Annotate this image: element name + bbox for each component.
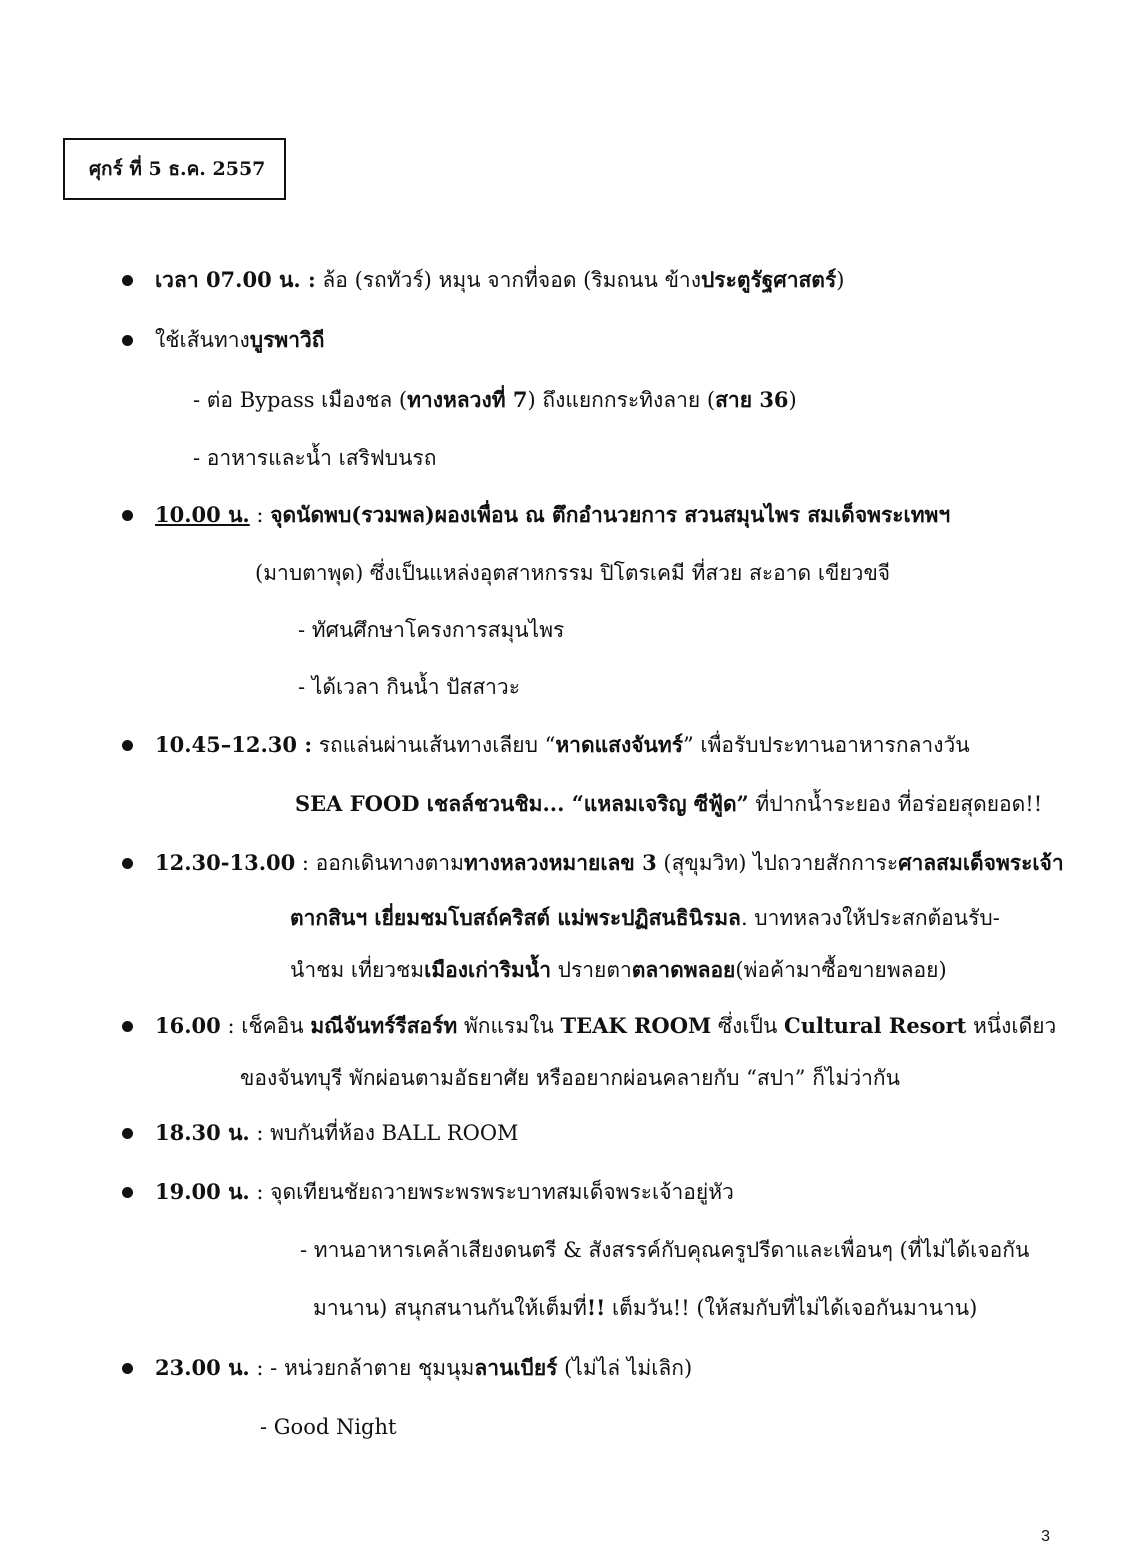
bullet [122, 335, 133, 346]
continuation-line: ของจันทบุรี พักผ่อนตามอัธยาศัย หรืออยากผ่อนคลายกับ “สปา” ก็ไม่ว่ากัน [240, 1066, 900, 1090]
schedule-line: 19.00 น. : จุดเทียนชัยถวายพระพรพระบาทสมเด็จพระเจ้าอยู่หัว [155, 1179, 734, 1204]
bullet [122, 275, 133, 286]
time-label: 16.00 [155, 1013, 221, 1038]
schedule-line: เวลา 07.00 น. : ล้อ (รถทัวร์) หมุน จากที่จอด (ริมถนน ข้างประตูรัฐศาสตร์) [155, 267, 845, 292]
schedule-line: ใช้เส้นทางบูรพาวิถี [155, 327, 325, 352]
sub-item: - ทานอาหารเคล้าเสียงดนตรี & สังสรรค์กับคุณครูปรีดาและเพื่อนๆ (ที่ไม่ได้เจอกัน [300, 1238, 1030, 1262]
time-label: 18.30 น. [155, 1120, 250, 1145]
time-label: 23.00 น. [155, 1355, 250, 1380]
bullet [122, 858, 133, 869]
schedule-line: 12.30-13.00 : ออกเดินทางตามทางหลวงหมายเลข 3 (สุขุมวิท) ไปถวายสักการะศาลสมเด็จพระเจ้า [155, 850, 1064, 875]
schedule-line: 10.00 น. : จุดนัดพบ(รวมพล)ผองเพื่อน ณ ตึกอำนวยการ สวนสมุนไพร สมเด็จพระเทพฯ [155, 502, 951, 527]
continuation-line: นำชม เที่ยวชมเมืองเก่าริมน้ำ ปรายตาตลาดพลอย(พ่อค้ามาซื้อขายพลอย) [290, 957, 947, 982]
bullet [122, 510, 133, 521]
bullet [122, 1128, 133, 1139]
schedule-line: 16.00 : เช็คอิน มณีจันทร์รีสอร์ท พักแรมใน TEAK ROOM ซึ่งเป็น Cultural Resort หนึ่งเดียว [155, 1013, 1057, 1038]
bullet [122, 1187, 133, 1198]
date-box [63, 138, 286, 200]
continuation-line: ตากสินฯ เยี่ยมชมโบสถ์คริสต์ แม่พระปฏิสนธินิรมล. บาทหลวงให้ประสกต้อนรับ- [290, 905, 1000, 930]
time-label: 12.30-13.00 [155, 850, 296, 875]
bullet [122, 1021, 133, 1032]
sub-item: - อาหารและน้ำ เสริฟบนรถ [193, 446, 437, 470]
bullet [122, 1363, 133, 1374]
schedule-line: 23.00 น. : - หน่วยกล้าตาย ชุมนุมลานเบียร์ (ไม่ไล่ ไม่เลิก) [155, 1355, 693, 1380]
continuation-line: มานาน) สนุกสนานกันให้เต็มที่!! เต็มวัน!! (ให้สมกับที่ไม่ได้เจอกันมานาน) [313, 1295, 978, 1320]
time-label: 10.00 น. [155, 502, 250, 527]
continuation-line: (มาบตาพุด) ซึ่งเป็นแหล่งอุตสาหกรรม ปิโตรเคมี ที่สวย สะอาด เขียวขจี [255, 561, 891, 585]
schedule-line: 10.45–12.30 : รถแล่นผ่านเส้นทางเลียบ “หาดแสงจันทร์” เพื่อรับประทานอาหารกลางวัน [155, 732, 970, 757]
sub-item: - ต่อ Bypass เมืองชล (ทางหลวงที่ 7) ถึงแยกกระทิงลาย (สาย 36) [193, 387, 797, 412]
bullet [122, 740, 133, 751]
sub-item: - ทัศนศึกษาโครงการสมุนไพร [298, 618, 565, 642]
page-number: 3 [1041, 1528, 1050, 1545]
time-label: 10.45–12.30 : [155, 732, 313, 757]
time-label: เวลา 07.00 น. : [155, 267, 316, 292]
continuation-line: SEA FOOD เชลล์ชวนชิม... “แหลมเจริญ ซีฟู้ด” ที่ปากน้ำระยอง ที่อร่อยสุดยอด!! [295, 791, 1043, 816]
sub-item: - ได้เวลา กินน้ำ ปัสสาวะ [298, 675, 520, 699]
schedule-line: 18.30 น. : พบกันที่ห้อง BALL ROOM [155, 1120, 519, 1145]
sub-item: - Good Night [260, 1415, 397, 1439]
date-label: ศุกร์ ที่ 5 ธ.ค. 2557 [89, 158, 266, 180]
time-label: 19.00 น. [155, 1179, 250, 1204]
